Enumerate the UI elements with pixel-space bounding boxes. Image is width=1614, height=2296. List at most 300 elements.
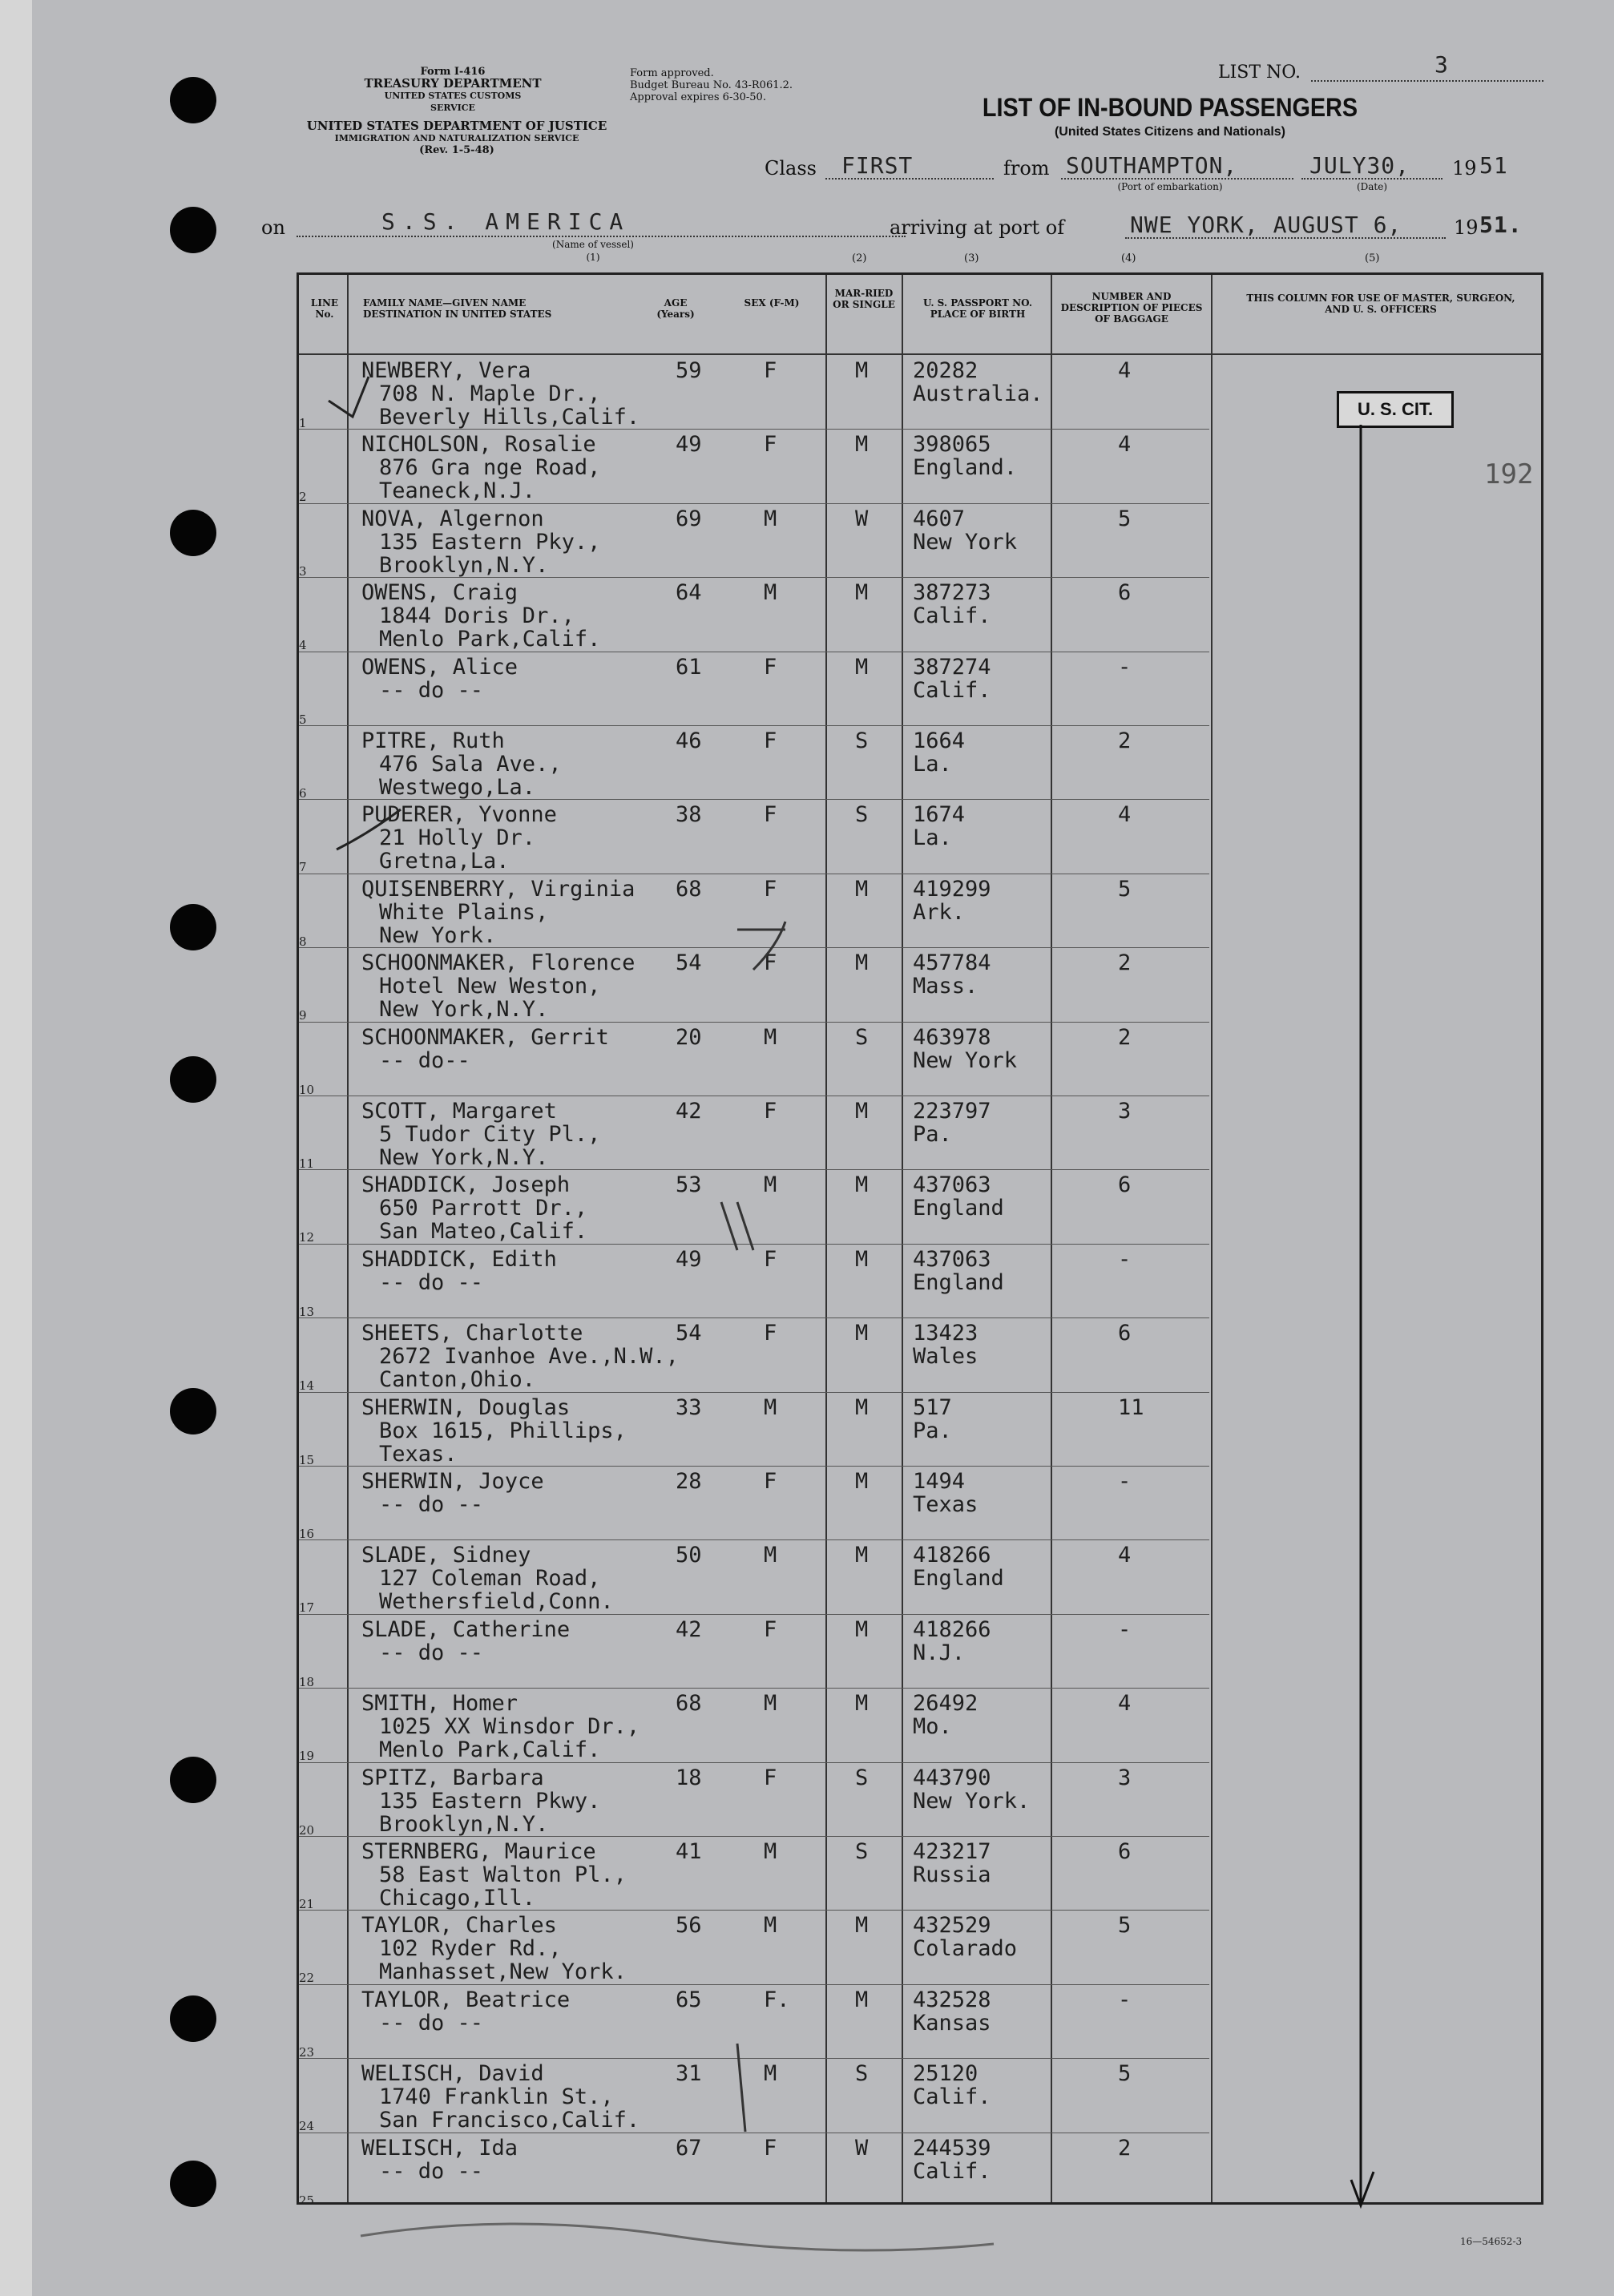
passenger-sex: F <box>764 1469 777 1494</box>
passenger-name: TAYLOR, Charles <box>361 1913 557 1939</box>
row-divider <box>299 429 1209 430</box>
line-number: 18 <box>299 1674 315 1689</box>
list-no-value: 3 <box>1434 51 1449 78</box>
line-number: 15 <box>299 1452 315 1467</box>
colnum-3: (3) <box>964 252 979 264</box>
place-of-birth: Calif. <box>913 2158 991 2184</box>
passenger-sex: F <box>764 358 777 383</box>
table-row <box>299 1984 1209 2059</box>
passenger-name: WELISCH, Ida <box>361 2135 518 2161</box>
passenger-age: 50 <box>676 1543 702 1568</box>
line-number: 9 <box>299 1008 307 1023</box>
address-line-1: 102 Ryder Rd., <box>379 1936 562 1962</box>
passenger-age: 42 <box>676 1099 702 1124</box>
marital-status: M <box>855 876 869 902</box>
marital-status: M <box>855 1099 869 1124</box>
marital-status: S <box>855 1765 869 1790</box>
address-line-1: 876 Gra nge Road, <box>379 455 601 481</box>
line-number: 19 <box>299 1749 315 1764</box>
colnum-2: (2) <box>852 252 867 264</box>
row-divider <box>299 1466 1209 1467</box>
row-divider <box>299 1688 1209 1689</box>
address-line-2: Texas. <box>379 1441 458 1467</box>
address-line-2: New York. <box>379 922 497 948</box>
line-number: 5 <box>299 712 307 727</box>
table-row <box>299 725 1209 800</box>
vessel-colnum: (1) <box>586 252 600 263</box>
table-row <box>299 1466 1209 1540</box>
passenger-age: 59 <box>676 358 702 383</box>
line-number: 13 <box>299 1304 315 1319</box>
binder-hole <box>170 904 216 950</box>
marital-status: S <box>855 802 869 828</box>
table-row <box>299 503 1209 578</box>
table-row <box>299 1762 1209 1837</box>
marital-status: M <box>855 654 869 680</box>
passenger-sex: M <box>764 2061 777 2087</box>
port-line <box>1061 178 1293 180</box>
baggage-count: 5 <box>1118 506 1132 531</box>
passenger-sex: F <box>764 1616 777 1642</box>
passenger-age: 41 <box>676 1839 702 1864</box>
passenger-sex: F <box>764 802 777 828</box>
passenger-name: OWENS, Alice <box>361 654 518 680</box>
col-officers: THIS COLUMN FOR USE OF MASTER, SURGEON, AND U. S. OFFICERS <box>1246 293 1515 315</box>
address-line-2: Manhasset,New York. <box>379 1959 627 1985</box>
address-line-1: 1025 XX Winsdor Dr., <box>379 1714 640 1740</box>
baggage-count: 6 <box>1118 1321 1132 1346</box>
col-divider <box>1211 275 1213 2202</box>
marital-status: S <box>855 2061 869 2087</box>
passenger-age: 61 <box>676 654 702 680</box>
row-divider <box>299 1762 1209 1763</box>
address-line-1: 127 Coleman Road, <box>379 1566 601 1592</box>
address-line-1: -- do -- <box>379 1640 484 1665</box>
place-of-birth: England <box>913 1566 1004 1592</box>
marital-status: S <box>855 728 869 753</box>
date-line <box>1301 178 1443 180</box>
passenger-age: 33 <box>676 1394 702 1420</box>
on-label: on <box>261 216 285 239</box>
binder-hole <box>170 1056 216 1103</box>
passport-number: 223797 <box>913 1099 991 1124</box>
row-divider <box>299 947 1209 948</box>
col-line-no: LINE No. <box>310 297 339 320</box>
passport-number: 432528 <box>913 1987 991 2012</box>
baggage-count: 4 <box>1118 1691 1132 1717</box>
baggage-count: 2 <box>1118 728 1132 753</box>
marital-status: M <box>855 1321 869 1346</box>
col-name: FAMILY NAME—GIVEN NAME DESTINATION IN UNITED STATES <box>363 297 552 320</box>
address-line-2: Teaneck,N.J. <box>379 478 536 504</box>
table-row <box>299 429 1209 503</box>
passenger-age: 56 <box>676 1913 702 1939</box>
baggage-count: 4 <box>1118 1543 1132 1568</box>
form-header-left <box>361 66 545 114</box>
vessel-caption: (Name of vessel) <box>552 239 634 250</box>
line-number: 25 <box>299 2193 315 2208</box>
passport-number: 437063 <box>913 1246 991 1272</box>
passenger-sex: M <box>764 1172 777 1198</box>
passenger-sex: M <box>764 1839 777 1864</box>
passenger-sex: F <box>764 1765 777 1790</box>
passenger-sex: M <box>764 580 777 606</box>
passenger-age: 53 <box>676 1172 702 1198</box>
passport-number: 418266 <box>913 1543 991 1568</box>
place-of-birth: Calif. <box>913 2084 991 2110</box>
row-divider <box>299 1022 1209 1023</box>
passport-number: 13423 <box>913 1321 978 1346</box>
table-row <box>299 1539 1209 1614</box>
place-of-birth: Calif. <box>913 677 991 703</box>
ins-service: IMMIGRATION AND NATURALIZATION SERVICE <box>334 133 579 143</box>
row-divider <box>299 1169 1209 1170</box>
col-baggage: NUMBER AND DESCRIPTION OF PIECES OF BAGGAGE <box>1060 291 1203 325</box>
passenger-name: SLADE, Catherine <box>361 1616 571 1642</box>
baggage-count: 6 <box>1118 580 1132 606</box>
passenger-name: SCHOONMAKER, Gerrit <box>361 1024 609 1050</box>
col-age: AGE (Years) <box>656 297 695 320</box>
marital-status: M <box>855 1987 869 2012</box>
passport-number: 423217 <box>913 1839 991 1864</box>
line-number: 4 <box>299 638 307 653</box>
place-of-birth: England. <box>913 455 1018 481</box>
passenger-age: 28 <box>676 1469 702 1494</box>
baggage-count: 3 <box>1118 1765 1132 1790</box>
treasury-dept: TREASURY DEPARTMENT <box>364 76 542 91</box>
line-number: 12 <box>299 1230 315 1245</box>
col-married: MAR-RIED OR SINGLE <box>833 288 895 310</box>
passenger-sex: M <box>764 1394 777 1420</box>
passenger-age: 18 <box>676 1765 702 1790</box>
baggage-count: 11 <box>1118 1394 1144 1420</box>
address-line-1: 1844 Doris Dr., <box>379 603 575 629</box>
marital-status: S <box>855 1839 869 1864</box>
list-no-label: LIST NO. <box>1218 63 1301 83</box>
address-line-2: Canton,Ohio. <box>379 1367 536 1393</box>
from-label: from <box>1003 157 1050 180</box>
address-line-1: -- do -- <box>379 2010 484 2036</box>
place-of-birth: Mass. <box>913 974 978 999</box>
marital-status: M <box>855 1691 869 1717</box>
place-of-birth: Colarado <box>913 1936 1018 1962</box>
address-line-1: 5 Tudor City Pl., <box>379 1122 601 1147</box>
approval-block <box>630 67 806 103</box>
table-row <box>299 1910 1209 1984</box>
list-no-line <box>1311 80 1543 82</box>
passenger-age: 46 <box>676 728 702 753</box>
revision: (Rev. 1-5-48) <box>419 144 494 156</box>
passport-number: 20282 <box>913 358 978 383</box>
table-row <box>299 874 1209 948</box>
marital-status: S <box>855 1024 869 1050</box>
passenger-name: SHADDICK, Joseph <box>361 1172 571 1198</box>
address-line-1: -- do -- <box>379 1269 484 1295</box>
place-of-birth: Pa. <box>913 1122 952 1147</box>
binder-hole <box>170 510 216 556</box>
passenger-name: SHEETS, Charlotte <box>361 1321 583 1346</box>
passport-number: 517 <box>913 1394 952 1420</box>
baggage-count: 2 <box>1118 1024 1132 1050</box>
line-number: 23 <box>299 2044 315 2060</box>
line-number: 2 <box>299 490 307 505</box>
passenger-name: NICHOLSON, Rosalie <box>361 432 596 458</box>
marital-status: M <box>855 1543 869 1568</box>
year-prefix-2: 19 <box>1454 216 1479 239</box>
passport-number: 1664 <box>913 728 966 753</box>
line-number: 14 <box>299 1378 315 1394</box>
baggage-count: 4 <box>1118 802 1132 828</box>
table-row <box>299 2058 1209 2133</box>
binder-hole <box>170 1388 216 1434</box>
passenger-sex: F <box>764 654 777 680</box>
binder-hole <box>170 1757 216 1803</box>
row-divider <box>299 503 1209 504</box>
baggage-count: 4 <box>1118 358 1132 383</box>
baggage-count: 5 <box>1118 876 1132 902</box>
passenger-age: 67 <box>676 2135 702 2161</box>
passenger-name: OWENS, Craig <box>361 580 518 606</box>
row-divider <box>299 1392 1209 1393</box>
passenger-sex: M <box>764 1913 777 1939</box>
address-line-1: -- do -- <box>379 1492 484 1517</box>
address-line-1: 708 N. Maple Dr., <box>379 381 601 406</box>
vessel-name: S.S. AMERICA <box>381 208 631 235</box>
passenger-age: 64 <box>676 580 702 606</box>
marital-status: M <box>855 950 869 976</box>
line-number: 17 <box>299 1600 315 1616</box>
address-line-1: 21 Holly Dr. <box>379 825 536 851</box>
row-divider <box>299 1614 1209 1615</box>
passenger-name: SMITH, Homer <box>361 1691 518 1717</box>
port-embarkation: SOUTHAMPTON, <box>1066 152 1238 179</box>
address-line-2: New York,N.Y. <box>379 1145 549 1170</box>
table-row <box>299 1096 1209 1170</box>
table-row <box>299 1317 1209 1392</box>
baggage-count: 2 <box>1118 2135 1132 2161</box>
passenger-sex: F <box>764 2135 777 2161</box>
line-number: 22 <box>299 1971 315 1986</box>
passenger-sex: F <box>764 876 777 902</box>
address-line-2: Beverly Hills,Calif. <box>379 405 640 430</box>
col-passport: U. S. PASSPORT NO. PLACE OF BIRTH <box>922 297 1033 320</box>
passenger-age: 69 <box>676 506 702 531</box>
passenger-sex: F. <box>764 1987 790 2012</box>
passenger-name: QUISENBERRY, Virginia <box>361 876 636 902</box>
class-value: FIRST <box>841 152 914 179</box>
arrival-line <box>1125 237 1446 239</box>
baggage-count: 6 <box>1118 1172 1132 1198</box>
passenger-name: WELISCH, David <box>361 2061 544 2087</box>
place-of-birth: Mo. <box>913 1714 952 1740</box>
passenger-name: SHERWIN, Douglas <box>361 1394 571 1420</box>
document-page <box>32 0 1614 2296</box>
passenger-age: 54 <box>676 1321 702 1346</box>
marital-status: W <box>855 2135 869 2161</box>
table-row <box>299 947 1209 1022</box>
address-line-1: 135 Eastern Pky., <box>379 529 601 555</box>
passport-number: 419299 <box>913 876 991 902</box>
baggage-count: - <box>1118 1246 1132 1272</box>
budget-bureau: Budget Bureau No. 43-R061.2. <box>630 79 793 91</box>
baggage-count: - <box>1118 654 1132 680</box>
address-line-2: San Francisco,Calif. <box>379 2108 640 2133</box>
class-label: Class <box>765 157 817 180</box>
vessel-line <box>297 236 906 237</box>
passenger-age: 49 <box>676 1246 702 1272</box>
approval-expires: Approval expires 6-30-50. <box>630 91 766 103</box>
baggage-count: 2 <box>1118 950 1132 976</box>
address-line-1: 476 Sala Ave., <box>379 752 562 777</box>
address-line-2: Brooklyn,N.Y. <box>379 1811 549 1837</box>
row-divider <box>299 1539 1209 1540</box>
passenger-name: STERNBERG, Maurice <box>361 1839 596 1864</box>
passenger-name: TAYLOR, Beatrice <box>361 1987 571 2012</box>
passenger-sex: F <box>764 432 777 458</box>
table-row <box>299 355 1209 430</box>
customs-service: UNITED STATES CUSTOMS SERVICE <box>384 91 522 113</box>
form-number: Form I-416 <box>420 66 486 78</box>
us-citizen-stamp: U. S. CIT. <box>1337 391 1454 428</box>
place-of-birth: England <box>913 1196 1004 1221</box>
line-number: 21 <box>299 1897 315 1911</box>
passport-number: 387273 <box>913 580 991 606</box>
place-of-birth: Ark. <box>913 899 966 925</box>
line-number: 24 <box>299 2119 315 2134</box>
passport-number: 26492 <box>913 1691 978 1717</box>
marital-status: M <box>855 1913 869 1939</box>
arrival-port: NWE YORK, AUGUST 6, <box>1130 212 1402 238</box>
colnum-4: (4) <box>1121 252 1136 264</box>
marital-status: M <box>855 1469 869 1494</box>
address-line-2: Wethersfield,Conn. <box>379 1589 614 1615</box>
line-number: 10 <box>299 1082 315 1097</box>
address-line-2: San Mateo,Calif. <box>379 1219 588 1245</box>
justice-header <box>256 120 657 156</box>
passenger-age: 38 <box>676 802 702 828</box>
address-line-2: Gretna,La. <box>379 849 510 874</box>
passport-number: 437063 <box>913 1172 991 1198</box>
binder-hole <box>170 2161 216 2207</box>
line-number: 20 <box>299 1822 315 1838</box>
arriving-label: arriving at port of <box>890 216 1065 239</box>
place-of-birth: Calif. <box>913 603 991 629</box>
table-row <box>299 1169 1209 1244</box>
row-divider <box>299 1984 1209 1985</box>
baggage-count: - <box>1118 1469 1132 1494</box>
passport-number: 387274 <box>913 654 991 680</box>
passenger-age: 49 <box>676 432 702 458</box>
passenger-name: SCHOONMAKER, Florence <box>361 950 636 976</box>
passenger-age: 20 <box>676 1024 702 1050</box>
table-row <box>299 652 1209 726</box>
passport-number: 244539 <box>913 2135 991 2161</box>
place-of-birth: New York <box>913 529 1018 555</box>
footer-code: 16—54652-3 <box>1460 2236 1523 2247</box>
row-divider <box>299 1244 1209 1245</box>
baggage-count: 5 <box>1118 1913 1132 1939</box>
marital-status: M <box>855 1246 869 1272</box>
binder-hole <box>170 77 216 123</box>
passenger-age: 68 <box>676 876 702 902</box>
year-prefix: 19 <box>1452 157 1477 180</box>
line-number: 11 <box>299 1156 315 1171</box>
embark-date: JULY30, <box>1309 152 1410 179</box>
passenger-table <box>297 252 1543 2208</box>
address-line-1: 650 Parrott Dr., <box>379 1196 588 1221</box>
passport-number: 1674 <box>913 802 966 828</box>
address-line-2: New York,N.Y. <box>379 997 549 1023</box>
place-of-birth: La. <box>913 825 952 851</box>
signature-scrawl <box>361 2224 994 2250</box>
row-divider <box>299 725 1209 726</box>
passenger-name: SHERWIN, Joyce <box>361 1469 544 1494</box>
passenger-sex: F <box>764 950 777 976</box>
binder-hole <box>170 1995 216 2042</box>
row-divider <box>299 799 1209 800</box>
passenger-name: SCOTT, Margaret <box>361 1099 557 1124</box>
address-line-1: -- do -- <box>379 2158 484 2184</box>
place-of-birth: New York. <box>913 1788 1031 1814</box>
passenger-name: PUDERER, Yvonne <box>361 802 557 828</box>
line-number: 6 <box>299 786 307 801</box>
line-number: 16 <box>299 1527 315 1541</box>
passenger-sex: F <box>764 728 777 753</box>
baggage-count: - <box>1118 1987 1132 2012</box>
passport-number: 463978 <box>913 1024 991 1050</box>
passenger-name: PITRE, Ruth <box>361 728 505 753</box>
place-of-birth: Australia. <box>913 381 1043 406</box>
table-row <box>299 1836 1209 1911</box>
passport-number: 457784 <box>913 950 991 976</box>
arrival-year: 51. <box>1479 212 1523 238</box>
place-of-birth: Russia <box>913 1862 991 1887</box>
binder-hole <box>170 207 216 253</box>
line-number: 7 <box>299 860 307 875</box>
list-title: LIST OF IN-BOUND PASSENGERS <box>982 93 1358 122</box>
place-of-birth: Texas <box>913 1492 978 1517</box>
address-line-2: Brooklyn,N.Y. <box>379 552 549 578</box>
row-divider <box>299 1910 1209 1911</box>
passport-number: 418266 <box>913 1616 991 1642</box>
marital-status: M <box>855 358 869 383</box>
row-divider <box>299 1836 1209 1837</box>
address-line-2: Westwego,La. <box>379 775 536 800</box>
row-divider <box>299 577 1209 578</box>
passenger-sex: F <box>764 1246 777 1272</box>
passenger-sex: M <box>764 1543 777 1568</box>
colnum-5: (5) <box>1365 252 1380 264</box>
list-subtitle: (United States Citizens and Nationals) <box>1054 125 1286 139</box>
table-row <box>299 1614 1209 1689</box>
place-of-birth: Pa. <box>913 1418 952 1443</box>
baggage-count: 4 <box>1118 432 1132 458</box>
address-line-1: White Plains, <box>379 899 549 925</box>
address-line-1: 135 Eastern Pkwy. <box>379 1788 601 1814</box>
class-line <box>825 178 994 180</box>
address-line-1: -- do-- <box>379 1047 470 1073</box>
address-line-2: Menlo Park,Calif. <box>379 1737 601 1763</box>
table-row <box>299 1392 1209 1467</box>
baggage-count: 3 <box>1118 1099 1132 1124</box>
place-of-birth: La. <box>913 752 952 777</box>
passenger-name: NOVA, Algernon <box>361 506 544 531</box>
marital-status: M <box>855 1616 869 1642</box>
col-sex: SEX (F-M) <box>744 297 800 309</box>
passport-number: 25120 <box>913 2061 978 2087</box>
passenger-name: SLADE, Sidney <box>361 1543 531 1568</box>
address-line-2: Menlo Park,Calif. <box>379 627 601 652</box>
